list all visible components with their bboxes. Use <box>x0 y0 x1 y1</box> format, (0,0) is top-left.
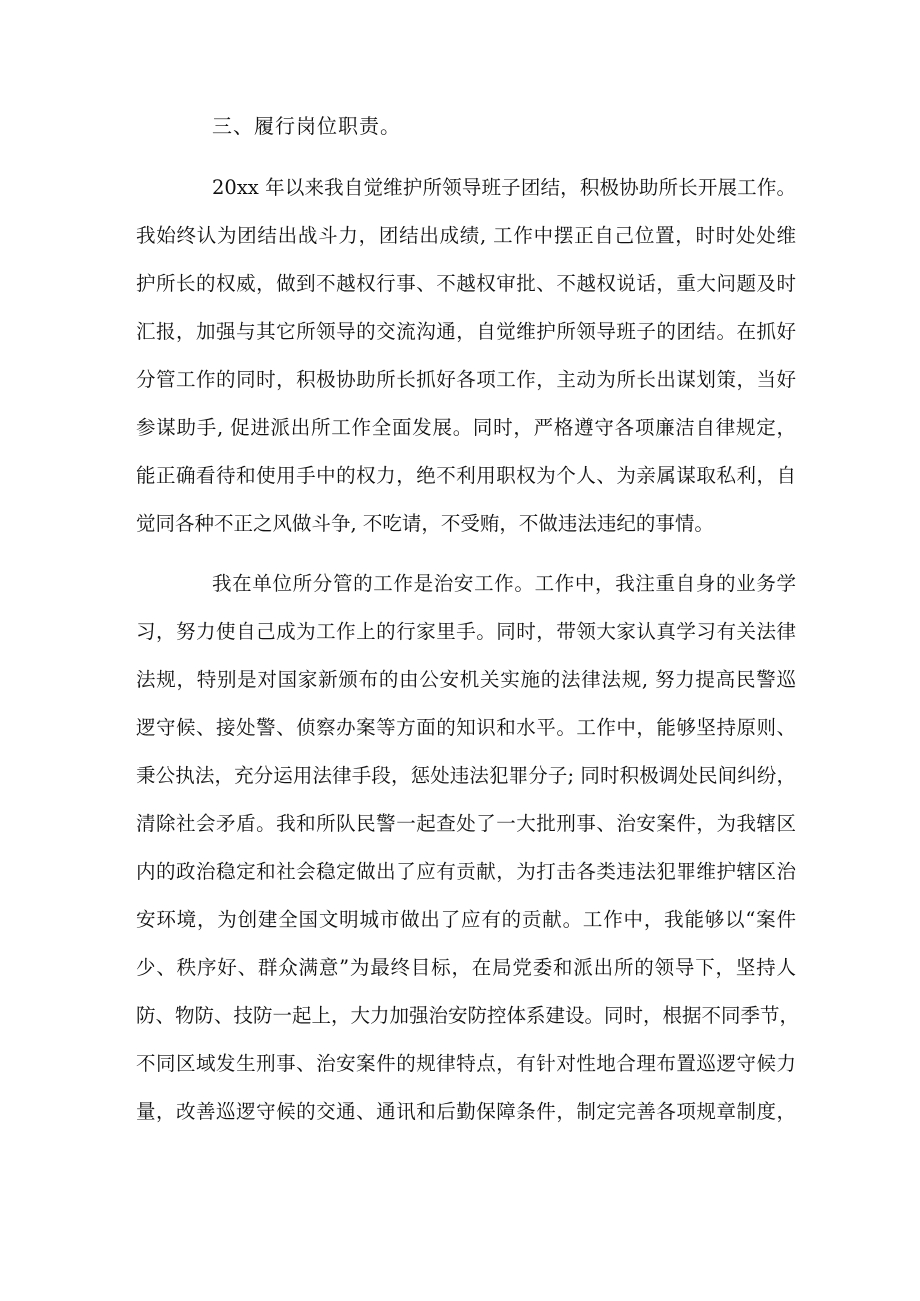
paragraph-line: 内的政治稳定和社会稳定做出了应有贡献，为打击各类违法犯罪维护辖区治 <box>136 860 796 883</box>
paragraph-line: 汇报，加强与其它所领导的交流沟通，自觉维护所领导班子的团结。在抓好 <box>136 320 796 343</box>
paragraph-line: 参谋助手, 促进派出所工作全面发展。同时，严格遵守各项廉洁自律规定， <box>136 416 796 439</box>
paragraph-line: 不同区域发生刑事、治安案件的规律特点，有针对性地合理布置巡逻守候力 <box>136 1052 796 1075</box>
paragraph-line: 安环境，为创建全国文明城市做出了应有的贡献。工作中，我能够以“案件 <box>136 908 796 931</box>
paragraph-line: 防、物防、技防一起上，大力加强治安防控体系建设。同时，根据不同季节， <box>136 1004 800 1027</box>
section-heading: 三、履行岗位职责。 <box>212 114 401 138</box>
paragraph-line: 我始终认为团结出战斗力，团结出成绩, 工作中摆正自己位置，时时处处维 <box>136 224 796 247</box>
paragraph-line: 20xx 年以来我自觉维护所领导班子团结，积极协助所长开展工作。 <box>212 176 796 199</box>
paragraph-line: 清除社会矛盾。我和所队民警一起查处了一大批刑事、治安案件，为我辖区 <box>136 812 796 835</box>
paragraph-line: 能正确看待和使用手中的权力，绝不利用职权为个人、为亲属谋取私利，自 <box>136 464 796 487</box>
paragraph-line: 法规，特别是对国家新颁布的由公安机关实施的法律法规, 努力提高民警巡 <box>136 668 796 691</box>
paragraph-line: 量，改善巡逻守候的交通、通讯和后勤保障条件，制定完善各项规章制度， <box>136 1100 796 1123</box>
paragraph-line: 护所长的权威，做到不越权行事、不越权审批、不越权说话，重大问题及时 <box>136 272 796 295</box>
paragraph-line: 我在单位所分管的工作是治安工作。工作中，我注重自身的业务学 <box>212 572 796 595</box>
paragraph-line: 逻守候、接处警、侦察办案等方面的知识和水平。工作中，能够坚持原则、 <box>136 716 796 739</box>
paragraph-line: 习，努力使自己成为工作上的行家里手。同时，带领大家认真学习有关法律 <box>136 620 796 643</box>
paragraph-line: 秉公执法，充分运用法律手段，惩处违法犯罪分子; 同时积极调处民间纠纷， <box>136 764 796 787</box>
paragraph-line: 觉同各种不正之风做斗争, 不吃请，不受贿，不做违法违纪的事情。 <box>136 512 714 535</box>
paragraph-line: 少、秩序好、群众满意”为最终目标，在局党委和派出所的领导下，坚持人 <box>136 956 796 979</box>
paragraph-line: 分管工作的同时，积极协助所长抓好各项工作，主动为所长出谋划策，当好 <box>136 368 796 391</box>
